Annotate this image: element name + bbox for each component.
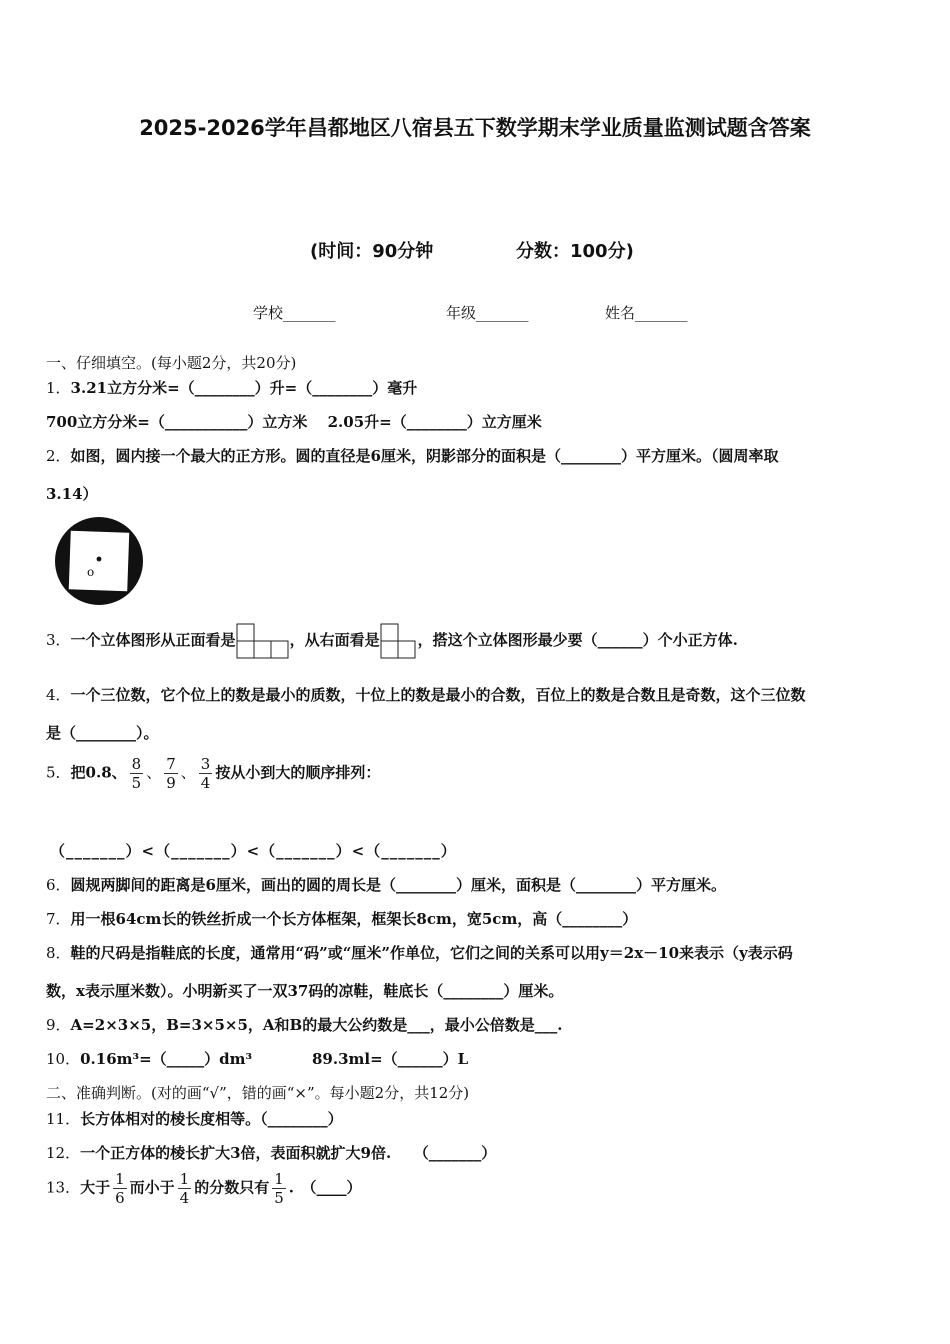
fraction-1-4: $\frac{1}{4}$ [179,1170,190,1207]
fraction-1-5: $\frac{1}{5}$ [274,1170,284,1207]
center-dot [97,557,102,562]
name-field: 姓名_______ [605,304,688,322]
grade-field: 年级_______ [446,304,529,322]
question-number: 4． [46,686,71,704]
question-text: 一个三位数，它个位上的数是最小的质数，十位上的数是最小的合数，百位上的数是合数且是奇数，这个三位数 [70,686,806,704]
question-number: 12． [46,1144,81,1162]
question-number: 7． [46,910,71,928]
question-5-answer-line: （_______）<（_______）<（_______）<（_______） [50,842,457,860]
question-9 [46,1014,562,1035]
section2-heading: 二、准确判断。(对的画“√”，错的画“×”。每小题2分，共12分) [46,1084,470,1102]
question-10-part2: 89.3ml=（______）L [312,1050,469,1068]
question-text-part1: 一个立体图形从正面看是 [70,631,236,649]
document-title: 2025-2026学年昌都地区八宿县五下数学期末学业质量监测试题含答案 [139,116,811,140]
question-number: 13． [46,1178,81,1197]
question-number: 10． [46,1050,81,1068]
question-1 [46,377,417,398]
fraction-3-4: $\frac{3}{4}$ [200,755,211,792]
fraction-8-5: $\frac{8}{5}$ [131,755,142,792]
question-6 [46,874,726,895]
question-number: 1． [46,379,71,397]
question-5: 5．把0.8、 $\frac{8}{5}$ 、 $\frac{7}{9}$ 、 $\frac{3}{4}$ 按从小到大的顺序排列： [46,755,381,792]
question-text-part1: 0.16m³=（_____）dm³ [80,1050,253,1068]
question-text-part3: ，搭这个立体图形最少要（______）个小正方体. [417,631,738,649]
question-number: 8． [46,944,71,962]
question-text: 3.21立方分米=（________）升=（________）毫升 [70,379,418,397]
center-label: o [87,565,95,579]
exam-time: (时间：90分钟 [310,241,434,262]
section1-heading: 一、仔细填空。(每小题2分，共20分) [46,354,297,372]
question-number: 2． [46,447,71,465]
exam-score: 分数：100分) [516,241,634,262]
question-12 [46,1142,496,1163]
question-text: A=2×3×5，B=3×5×5，A和B的最大公约数是___，最小公倍数是___. [70,1016,563,1034]
question-tail: 按从小到大的顺序排列： [215,763,381,782]
question-7 [46,908,637,929]
question-number: 5． [46,763,71,782]
question-text: 长方体相对的棱长度相等。（________） [80,1110,343,1128]
school-field: 学校_______ [253,304,336,322]
question-8 [46,942,793,963]
fraction-1-6: $\frac{1}{6}$ [115,1170,125,1207]
question-text: 如图，圆内接一个最大的正方形。圆的直径是6厘米，阴影部分的面积是（________）平方厘米。（圆周率取 [70,447,779,465]
question-11 [46,1108,343,1129]
question-2 [46,445,779,466]
question-text: 用一根64cm长的铁丝折成一个长方体框架，框架长8cm，宽5cm，高（________） [70,910,638,928]
front-view-figure [236,623,290,659]
circle-square-figure [50,515,148,607]
question-text-part2: ，从右面看是 [289,631,380,649]
question-2-line2: 3.14） [46,485,98,503]
question-number: 11． [46,1110,81,1128]
question-13: 13．大于 $\frac{1}{6}$ 而小于 $\frac{1}{4}$ 的分数只有 $\frac{1}{5}$ . （____） [46,1170,362,1207]
question-number: 9． [46,1016,71,1034]
question-3 [46,623,738,659]
question-number: 3． [46,631,71,649]
question-1-line2: 700立方分米=（___________）立方米 2.05升=（________）立方厘米 [46,413,542,431]
question-text: 一个正方体的棱长扩大3倍，表面积就扩大9倍. （_______） [80,1144,497,1162]
question-number: 6． [46,876,71,894]
question-text: 鞋的尺码是指鞋底的长度，通常用“码”或“厘米”作单位，它们之间的关系可以用y＝2x－10来表示（y表示码 [70,944,793,962]
question-8-line2: 数，x表示厘米数）。小明新买了一双37码的凉鞋，鞋底长（________）厘米。 [46,982,564,1000]
fraction-7-9: $\frac{7}{9}$ [166,755,176,792]
question-10 [46,1048,252,1069]
right-view-figure [380,623,418,659]
question-4-line2: 是（________）。 [46,724,159,742]
question-text: 圆规两脚间的距离是6厘米，画出的圆的周长是（________）厘米，面积是（________）平方厘米。 [70,876,726,894]
question-4 [46,684,806,705]
question-lead: 把0.8、 [70,763,127,782]
